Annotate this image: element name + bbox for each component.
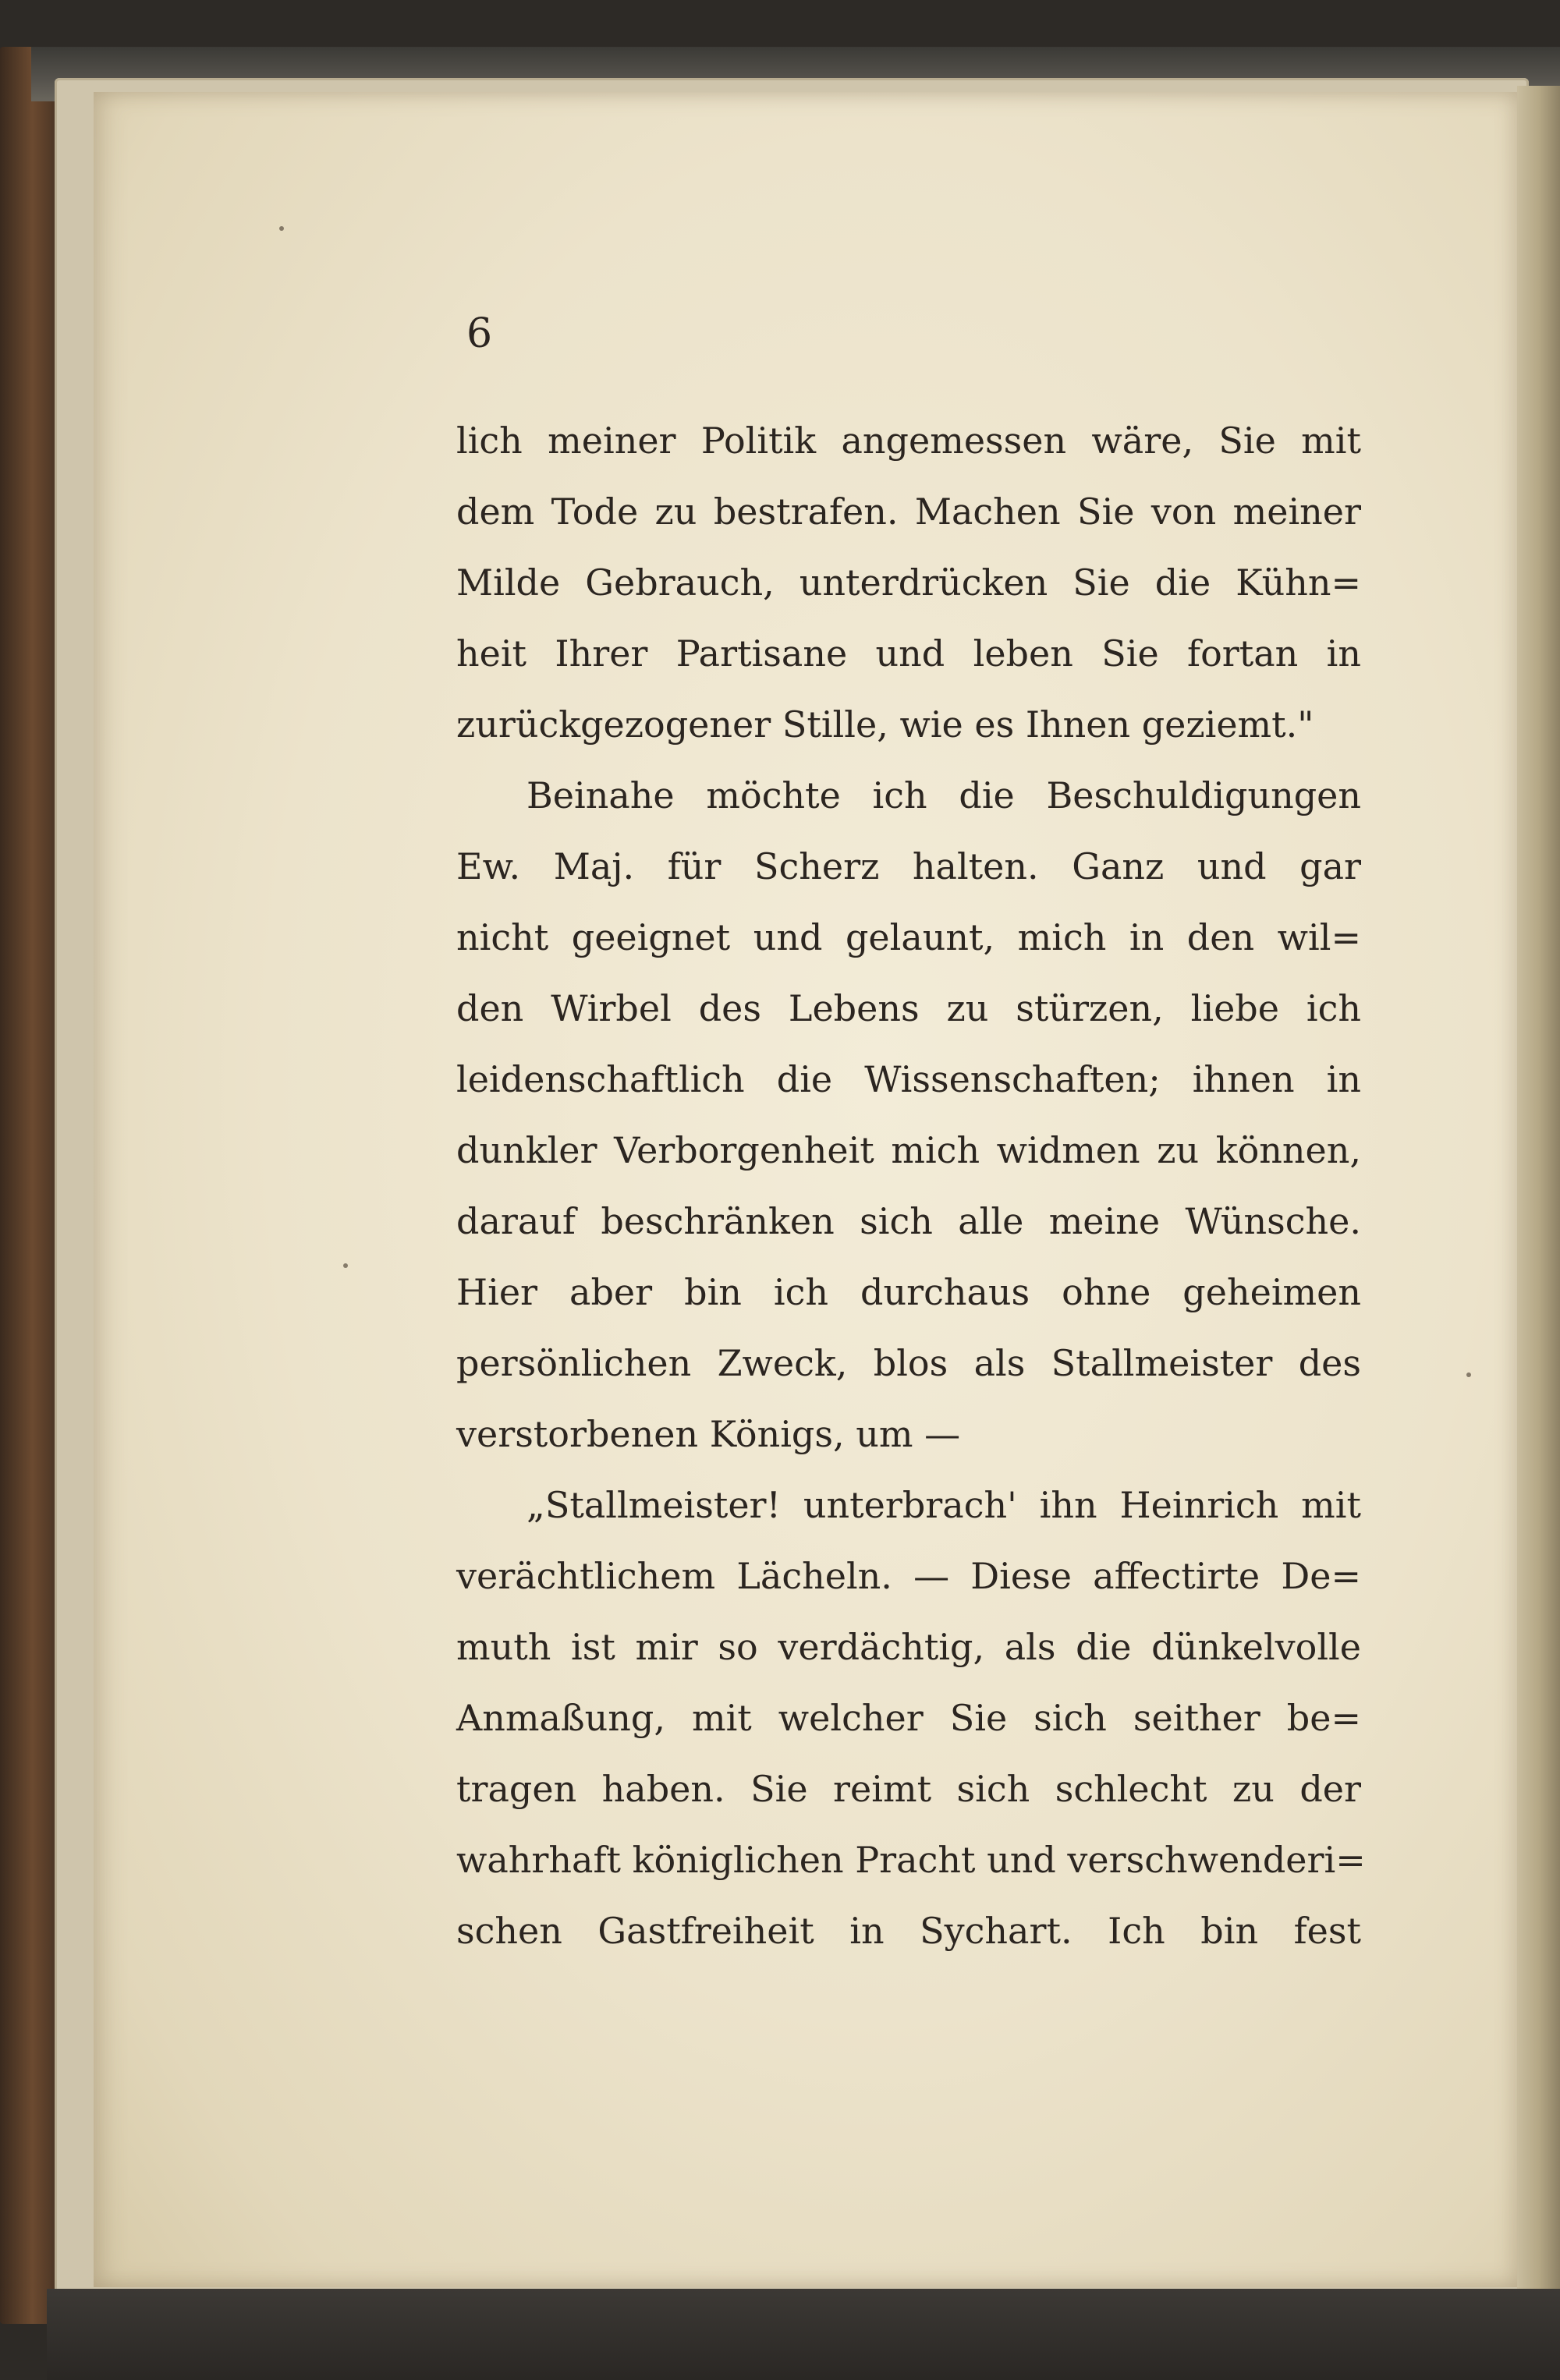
facing-page-edge — [1517, 86, 1560, 2316]
text-line: dunkler Verborgenheit mich widmen zu können, — [456, 1129, 1361, 1171]
text-line: heit Ihrer Partisane und leben Sie fortan in — [456, 632, 1361, 675]
text-line: nicht geeignet und gelaunt, mich in den wil= — [456, 916, 1361, 958]
paper-speck — [1466, 1372, 1471, 1377]
text-line: „Stallmeister! unterbrach' ihn Heinrich mit — [526, 1484, 1361, 1526]
text-line: zurückgezogener Stille, wie es Ihnen geziemt." — [456, 703, 1314, 746]
text-line: Beinahe möchte ich die Beschuldigungen — [526, 774, 1361, 816]
text-line: den Wirbel des Lebens zu stürzen, liebe ich — [456, 987, 1361, 1029]
text-line: schen Gastfreiheit in Sychart. Ich bin fest — [456, 1910, 1361, 1952]
text-line: tragen haben. Sie reimt sich schlecht zu der — [456, 1768, 1361, 1810]
paper-speck — [343, 1263, 348, 1268]
body-text — [456, 406, 1366, 1967]
text-line: verächtlichem Lächeln. — Diese affectirte De= — [456, 1555, 1361, 1597]
text-line: leidenschaftlich die Wissenschaften; ihnen in — [456, 1058, 1361, 1100]
text-line: Milde Gebrauch, unterdrücken Sie die Kühn= — [456, 561, 1361, 604]
book-cover-bottom — [47, 2289, 1560, 2380]
text-line: Anmaßung, mit welcher Sie sich seither be= — [456, 1697, 1361, 1739]
text-line: wahrhaft königlichen Pracht und verschwenderi= — [456, 1839, 1366, 1881]
page-number: 6 — [466, 310, 493, 357]
text-line: darauf beschränken sich alle meine Wünsche. — [456, 1200, 1361, 1242]
text-line: Ew. Maj. für Scherz halten. Ganz und gar — [456, 845, 1361, 887]
text-line: lich meiner Politik angemessen wäre, Sie mit — [456, 420, 1361, 462]
text-line: muth ist mir so verdächtig, als die dünkelvolle — [456, 1626, 1361, 1668]
paper-speck — [279, 226, 284, 231]
text-line: persönlichen Zweck, blos als Stallmeister des — [456, 1342, 1361, 1384]
text-line: Hier aber bin ich durchaus ohne geheimen — [456, 1271, 1361, 1313]
text-line: dem Tode zu bestrafen. Machen Sie von meiner — [456, 491, 1361, 533]
text-line: verstorbenen Königs, um — — [456, 1413, 961, 1455]
